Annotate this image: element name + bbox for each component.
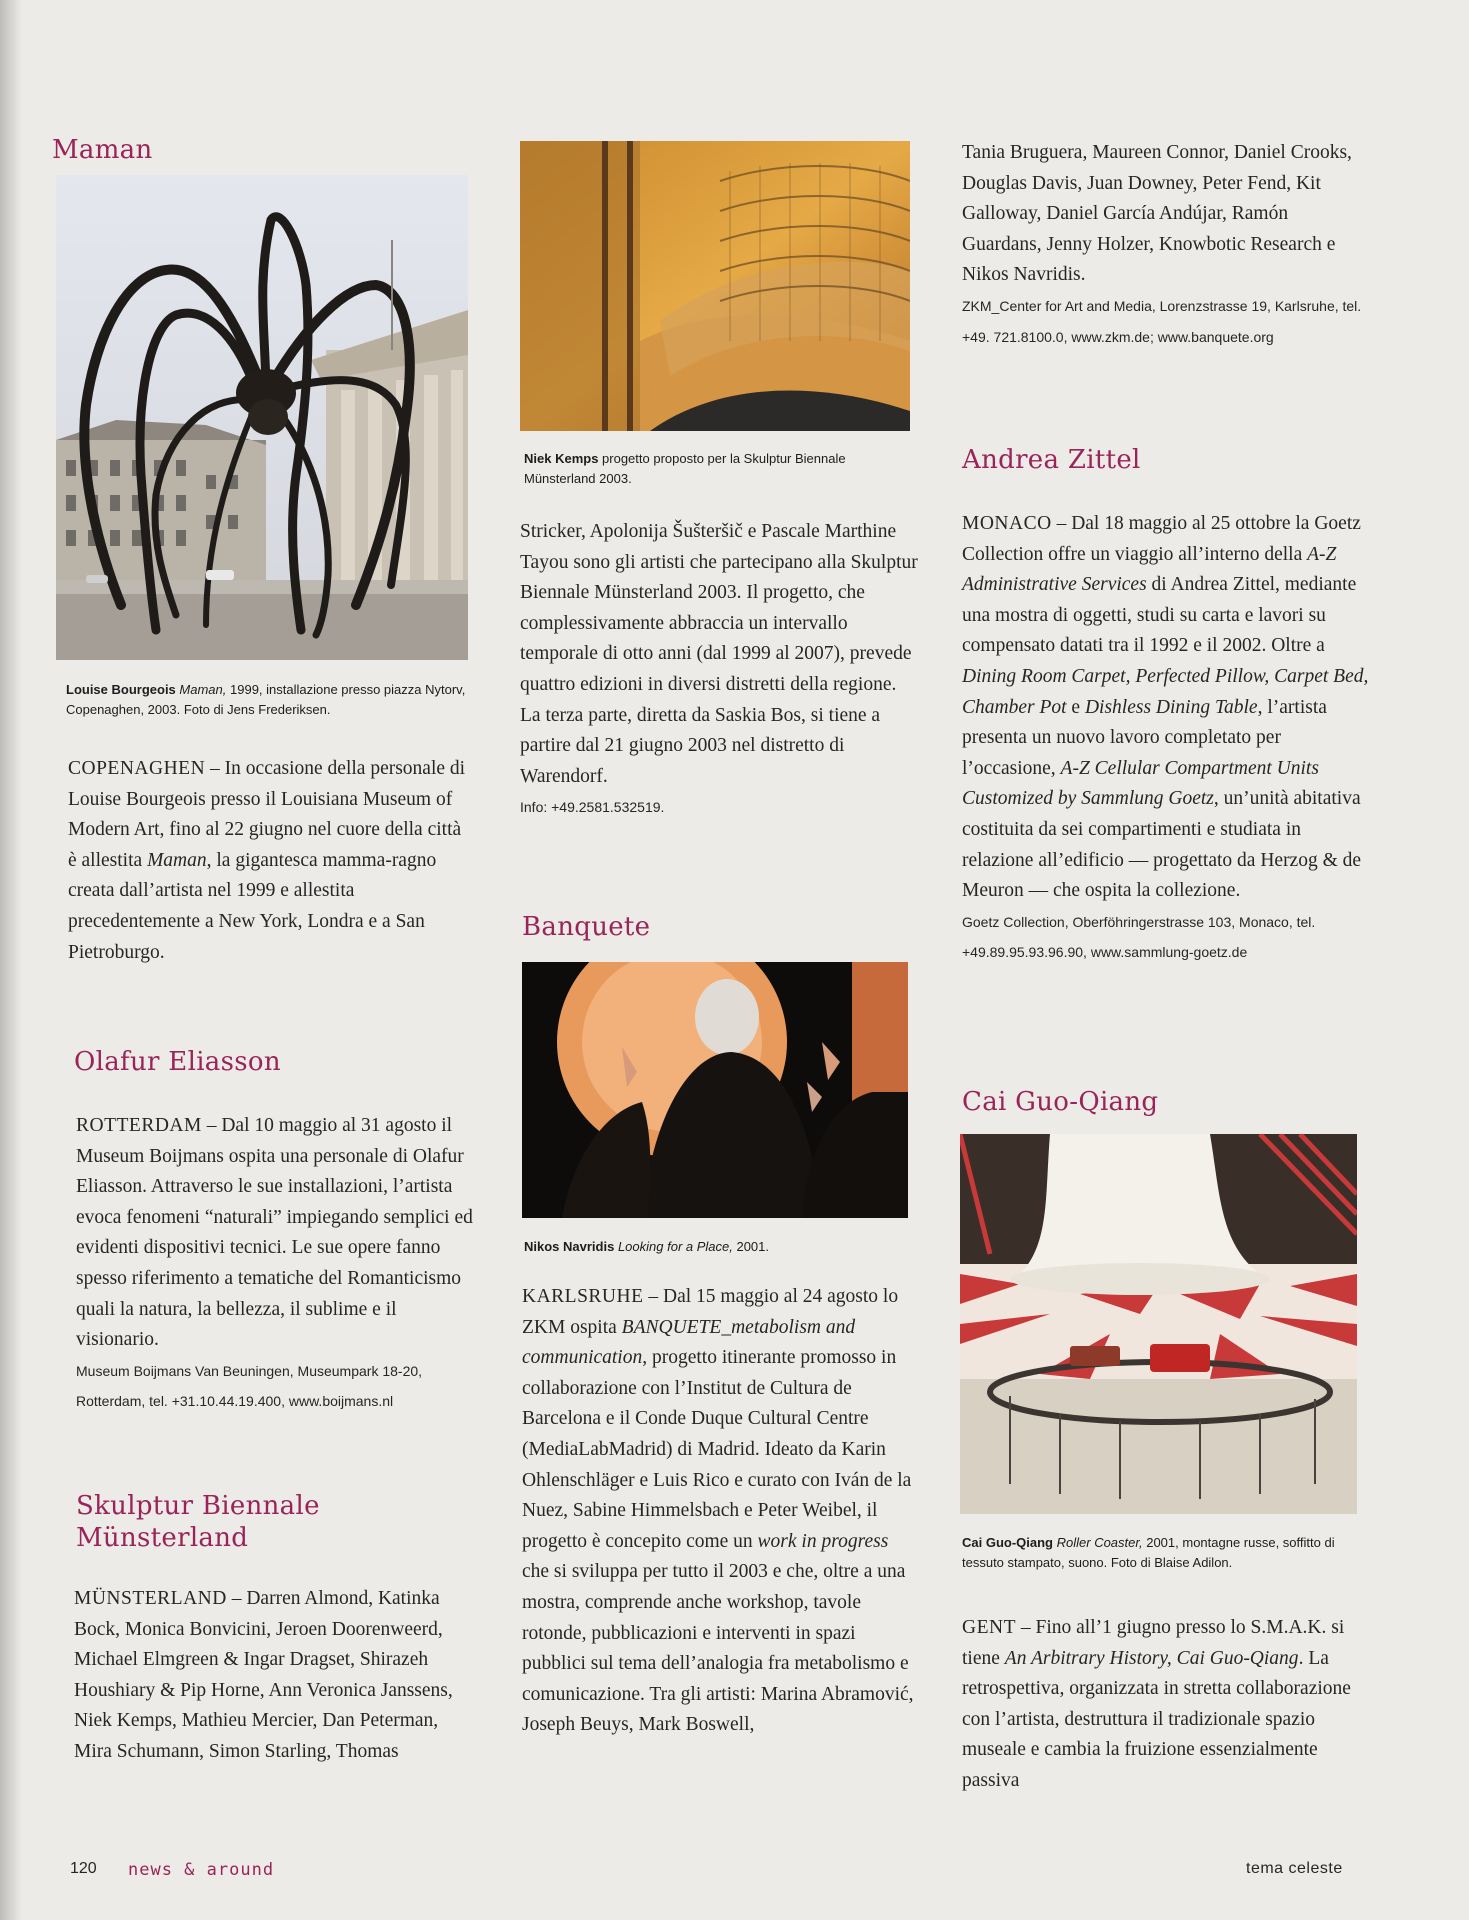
info-zkm: ZKM_Center for Art and Media, Lorenzstrasse 19, Karlsruhe, tel. +49. 721.8100.0, www.zkm.de; www.banquete.org (962, 297, 1362, 345)
heading-maman: Maman (52, 135, 153, 165)
photo-niek-kemps (520, 141, 910, 431)
page-number: 120 (70, 1860, 97, 1877)
info-boijmans: Museum Boijmans Van Beuningen, Museumpark 18-20, Rotterdam, tel. +31.10.44.19.400, www.boijmans.nl (76, 1362, 423, 1410)
photo-nikos-navridis (522, 962, 908, 1218)
paragraph-skulptur-continued: Stricker, Apolonija Šušteršič e Pascale Marthine Tayou sono gli artisti che partecipano alla Skulptur Biennale Münsterland 2003. Il progetto, che complessivamente abbraccia un intervallo temporale di otto anni (dal 1999 al 2007), prevede quattro edizioni in diversi distretti della regione. La terza parte, diretta da Saskia Bos, si tiene a partire dal 21 giugno 2003 nel distretto di Warendorf. Info: +49.2581.532519. (520, 521, 918, 816)
paragraph-cai-guo-qiang: GENT – Fino all’1 giugno presso lo S.M.A.K. si tiene An Arbitrary History, Cai Guo-Qiang. La retrospettiva, organizzata in stretta collaborazione con l’artista, destruttura il tradizionale spazio museale e cambia la fruizione essenzialmente passiva (962, 1617, 1351, 1791)
paragraph-maman: COPENAGHEN – In occasione della personale di Louise Bourgeois presso il Louisiana Museum of Modern Art, fino al 22 giugno nel cuore della città è allestita Maman, la gigantesca mamma-ragno creata dall’artista nel 1999 e allestita precedentemente a New York, Londra e a San Pietroburgo. (68, 758, 466, 963)
paragraph-olafur-eliasson: ROTTERDAM – Dal 10 maggio al 31 agosto il Museum Boijmans ospita una personale di Olafur Eliasson. Attraverso le sue installazioni, l’artista evoca fenomeni “naturali” impiegando semplici ed evidenti dispositivi tecnici. Le sue opere fanno spesso riferimento a tematiche del Romanticismo quali la natura, la bellezza, il sublime e il visionario. Museum Boijmans Van Beuningen, Museumpark 18-20, Rotterdam, tel. +31.10.44.19.400, www.boijmans.nl (76, 1115, 473, 1410)
caption-maman: Louise Bourgeois Maman, 1999, installazione presso piazza Nytorv, Copenaghen, 2003. Foto di Jens Frederiksen. (66, 682, 466, 717)
info-goetz: Goetz Collection, Oberföhringerstrasse 103, Monaco, tel. +49.89.95.93.96.90, www.sammlung-goetz.de (962, 913, 1316, 961)
caption-nikos-navridis: Nikos Navridis Looking for a Place, 2001. (524, 1239, 770, 1254)
page-binding-shadow (0, 0, 22, 1920)
info-skulptur: Info: +49.2581.532519. (520, 799, 665, 816)
photo-cai-guo-qiang-roller-coaster (960, 1134, 1357, 1514)
paragraph-banquete-continued: Tania Bruguera, Maureen Connor, Daniel Crooks, Douglas Davis, Juan Downey, Peter Fend, Kit Galloway, Daniel García Andújar, Ramón Guardans, Jenny Holzer, Knowbotic Research e Nikos Navridis. ZKM_Center for Art and Media, Lorenzstrasse 19, Karlsruhe, tel. +49. 721.8100.0, www.zkm.de; www.banquete.org (962, 142, 1362, 345)
paragraph-skulptur: MÜNSTERLAND – Darren Almond, Katinka Bock, Monica Bonvicini, Jeroen Doorenweerd, Michael Elmgreen & Ingar Dragset, Shirazeh Houshiary & Pip Horne, Ann Veronica Janssens, Niek Kemps, Mathieu Mercier, Dan Peterman, Mira Schumann, Simon Starling, Thomas (74, 1588, 453, 1762)
heading-banquete: Banquete (522, 912, 651, 942)
magazine-name: tema celeste (1246, 1860, 1343, 1877)
paragraph-andrea-zittel: MONACO – Dal 18 maggio al 25 ottobre la Goetz Collection offre un viaggio all’interno della A-Z Administrative Services di Andrea Zittel, mediante una mostra di oggetti, studi su carta e lavori su compensato datati tra il 1992 e il 2002. Oltre a Dining Room Carpet, Perfected Pillow, Carpet Bed, Chamber Pot e Dishless Dining Table, l’artista presenta un nuovo lavoro completato per l’occasione, A-Z Cellular Compartment Units Customized by Sammlung Goetz, un’unità abitativa costituita da sei compartimenti e studiata in relazione all’edificio — progettato da Herzog & de Meuron — che ospita la collezione. Goetz Collection, Oberföhringerstrasse 103, Monaco, tel. +49.89.95.93.96.90, www.sammlung-goetz.de (962, 513, 1369, 961)
heading-skulptur-biennale: Skulptur Biennale Münsterland (76, 1491, 320, 1553)
photo-maman-spider (56, 175, 468, 660)
heading-olafur-eliasson: Olafur Eliasson (74, 1047, 281, 1077)
paragraph-banquete: KARLSRUHE – Dal 15 maggio al 24 agosto lo ZKM ospita BANQUETE_metabolism and communication, progetto itinerante promosso in collaborazione con l’Institut de Cultura de Barcelona e il Conde Duque Cultural Centre (MediaLabMadrid) di Madrid. Ideato da Karin Ohlenschläger e Luis Rico e curato con Iván de la Nuez, Sabine Himmelsbach e Peter Weibel, il progetto è concepito come un work in progress che si sviluppa per tutto il 2003 e che, oltre a una mostra, comprende anche workshop, tavole rotonde, pubblicazioni e interventi in spazi pubblici sul tema dell’analogia fra metabolismo e comunicazione. Tra gli artisti: Marina Abramović, Joseph Beuys, Mark Boswell, (522, 1286, 914, 1736)
section-label: news & around (128, 1860, 275, 1880)
heading-andrea-zittel: Andrea Zittel (962, 445, 1141, 475)
heading-cai-guo-qiang: Cai Guo-Qiang (962, 1087, 1159, 1117)
caption-cai-guo-qiang: Cai Guo-Qiang Roller Coaster, 2001, montagne russe, soffitto di tessuto stampato, suono. Foto di Blaise Adilon. (962, 1535, 1335, 1570)
caption-niek-kemps: Niek Kemps progetto proposto per la Skulptur Biennale Münsterland 2003. (524, 451, 846, 486)
